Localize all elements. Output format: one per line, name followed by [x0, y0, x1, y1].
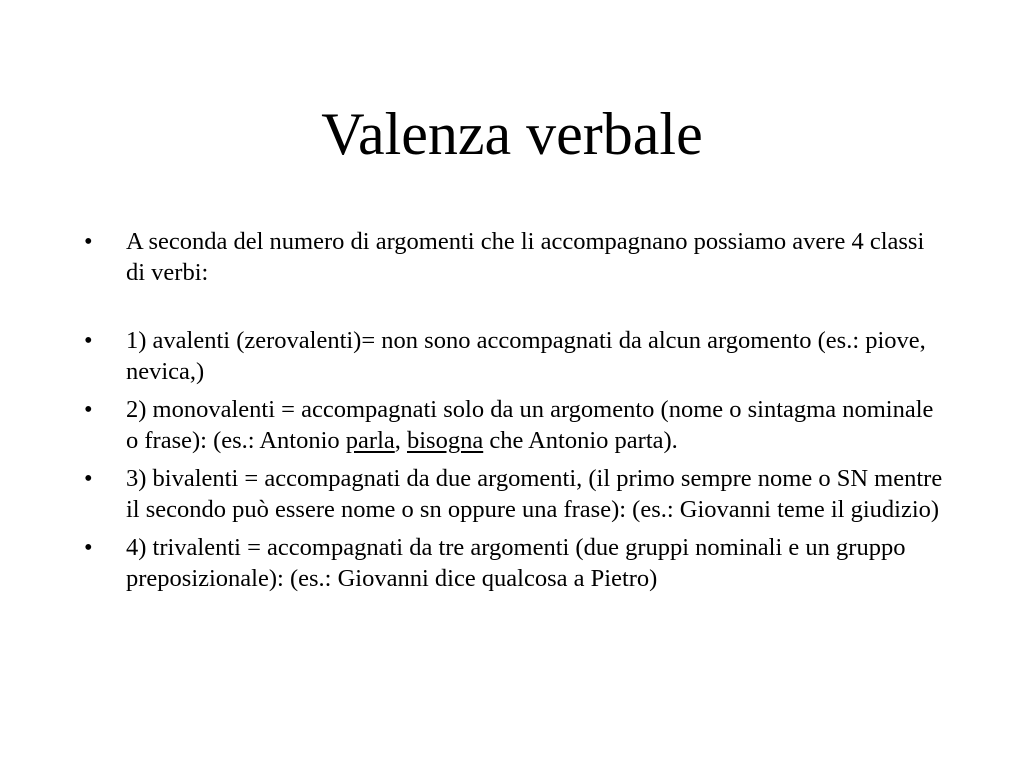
bullet-text: 3) bivalenti = accompagnati da due argomenti, (il primo sempre nome o SN mentre il secondo può essere nome o sn oppure una frase): (es.: Giovanni teme il giudizio) — [126, 465, 943, 523]
bullet-text-before: 2) monovalenti = accompagnati solo da un argomento (nome o sintagma nominale o frase): (es.: Antonio — [126, 396, 934, 454]
bullet-icon: • — [84, 465, 93, 492]
bullet-text — [126, 396, 933, 454]
bullet-item-monovalenti — [84, 394, 944, 456]
bullet-text: 1) avalenti (zerovalenti)= non sono accompagnati da alcun argomento (es.: piove, nevica,) — [126, 327, 926, 385]
bullet-item-intro — [84, 226, 944, 288]
bullet-item-trivalenti — [84, 532, 944, 594]
bullet-item-avalenti — [84, 325, 944, 387]
bullet-item-bivalenti — [84, 463, 944, 525]
bullet-text-between: , — [394, 427, 407, 454]
slide-title: Valenza verbale — [321, 101, 703, 167]
bullet-icon: • — [84, 228, 93, 255]
underlined-word-bisogna: bisogna — [407, 427, 484, 454]
underlined-word-parla: parla — [345, 427, 395, 454]
bullet-text: A seconda del numero di argomenti che li accompagnano possiamo avere 4 classi di verbi: — [126, 228, 925, 286]
bullet-icon: • — [84, 327, 93, 354]
bullet-text-after: che Antonio parta). — [483, 427, 678, 454]
bullet-list — [84, 226, 944, 601]
bullet-icon: • — [84, 534, 93, 561]
bullet-icon: • — [84, 396, 93, 423]
bullet-text: 4) trivalenti = accompagnati da tre argomenti (due gruppi nominali e un gruppo preposizionale): (es.: Giovanni dice qualcosa a Pietro) — [126, 534, 906, 592]
